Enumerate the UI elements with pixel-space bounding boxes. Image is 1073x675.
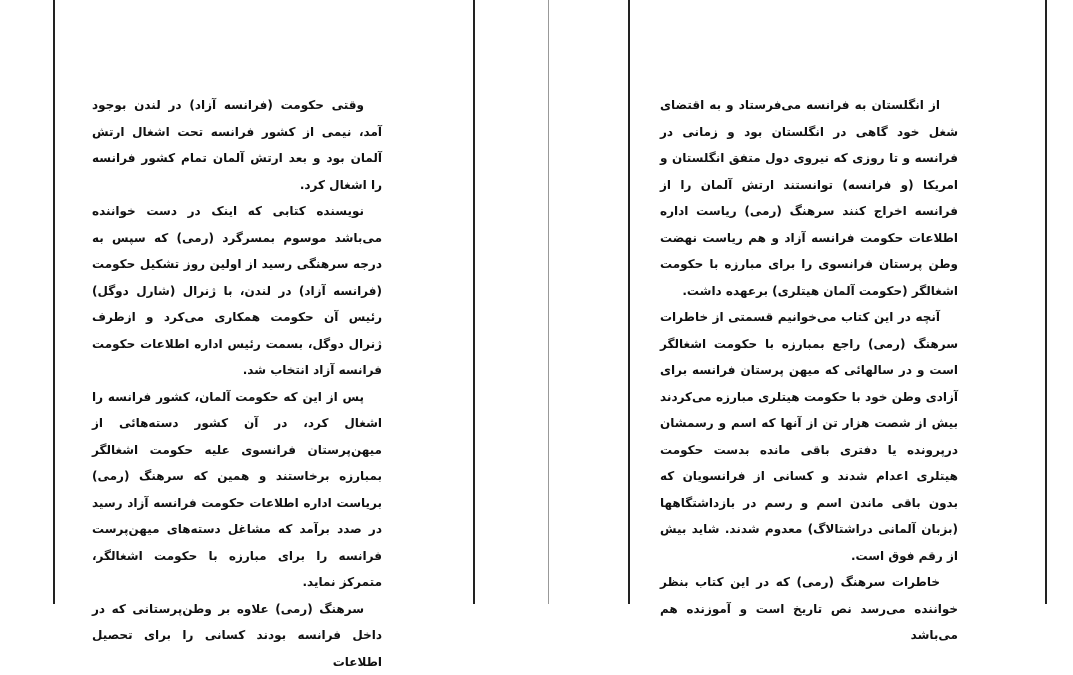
right-paragraph: خاطرات سرهنگ (رمی) که در این کتاب بنظر خواننده می‌رسد نص تاریخ است و آموزنده هم می‌باشد	[660, 569, 958, 649]
left-paragraph: پس از این که حکومت آلمان، کشور فرانسه را اشغال کرد، در آن کشور دسته‌هائی از میهن‌پرستان فرانسوی علیه حکومت اشغالگر بمبارزه برخاستند و همین که سرهنگ (رمی) بریاست اداره اطلاعات حکومت فرانسه آزاد رسید در صدد برآمد که مشاغل دسته‌های میهن‌پرست فرانسه را برای مبارزه با حکومت اشغالگر، متمرکز نماید.	[92, 384, 382, 596]
left-page-outer-edge	[53, 0, 55, 604]
left-paragraph: وقتی حکومت (فرانسه آزاد) در لندن بوجود آمد، نیمی از کشور فرانسه تحت اشغال ارتش آلمان بود و بعد ارتش آلمان تمام کشور فرانسه را اشغال کرد.	[92, 92, 382, 198]
right-paragraph: آنچه در این کتاب می‌خوانیم قسمتی از خاطرات سرهنگ (رمی) راجع بمبارزه با حکومت اشغالگر است و در سالهائی که میهن پرستان فرانسه برای آزادی وطن خود با حکومت هیتلری مبارزه می‌کردند بیش از شصت هزار تن از آنها که اسم و رسمشان درپرونده یا دفتری باقی مانده بدست حکومت هیتلری اعدام شدند و کسانی از فرانسویان که بدون باقی ماندن اسم و رسم در بازداشتگاهها (بزبان آلمانی دراشتالاگ) معدوم شدند. شاید بیش از رقم فوق است.	[660, 304, 958, 569]
right-page-inner-edge	[628, 0, 630, 604]
right-page-outer-edge	[1045, 0, 1047, 604]
book-gutter	[548, 0, 549, 604]
left-page-inner-edge	[473, 0, 475, 604]
right-page-text	[660, 92, 958, 649]
left-page-text	[92, 92, 382, 675]
left-paragraph: نویسنده کتابی که اینک در دست خواننده می‌باشد موسوم بمسرگرد (رمی) که سپس به درجه سرهنگی رسید از اولین روز تشکیل حکومت (فرانسه آزاد) در لندن، با ژنرال (شارل دوگل) رئیس آن حکومت همکاری می‌کرد و ازطرف ژنرال دوگل، بسمت رئیس اداره اطلاعات حکومت فرانسه آزاد انتخاب شد.	[92, 198, 382, 384]
left-paragraph: سرهنگ (رمی) علاوه بر وطن‌پرستانی که در داخل فرانسه بودند کسانی را برای تحصیل اطلاعات	[92, 596, 382, 675]
right-paragraph: از انگلستان به فرانسه می‌فرستاد و به اقتضای شغل خود گاهی در انگلستان بود و زمانی در فرانسه و تا روزی که نیروی دول متفق انگلستان و امریکا (و فرانسه) توانستند ارتش آلمان را از فرانسه اخراج کنند سرهنگ (رمی) ریاست اداره اطلاعات حکومت فرانسه آزاد و هم ریاست نهضت وطن پرستان فرانسوی را برای مبارزه با حکومت اشغالگر (حکومت آلمان هیتلری) برعهده داشت.	[660, 92, 958, 304]
